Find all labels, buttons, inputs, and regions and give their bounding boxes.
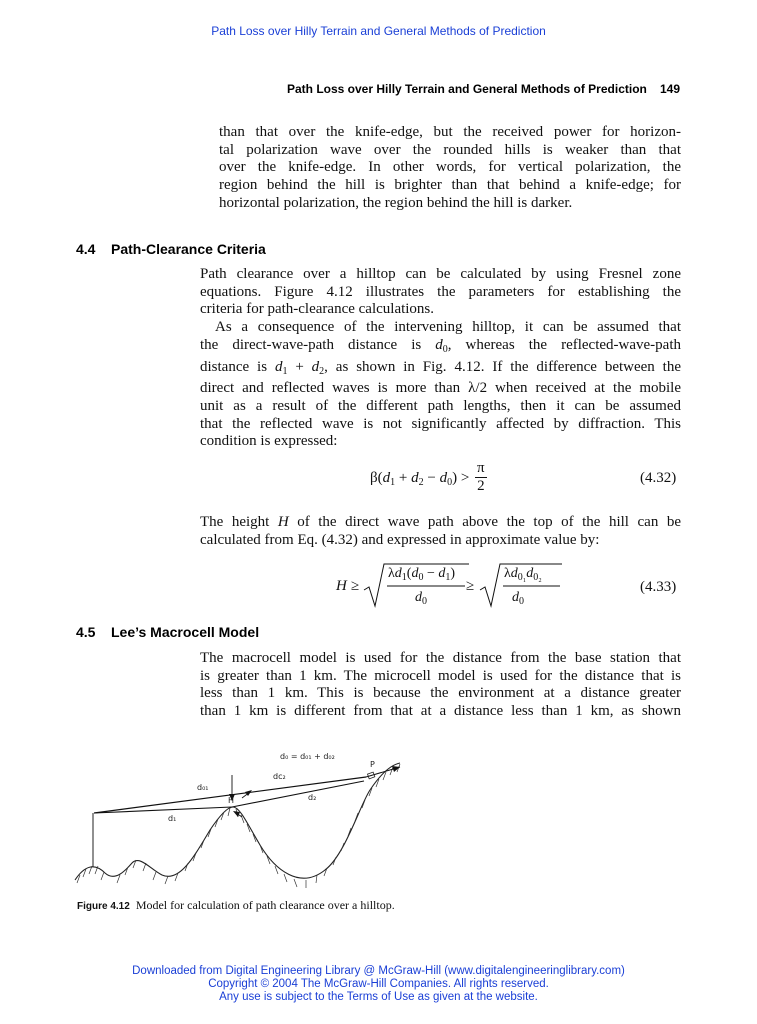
- text-run: of the direct wave path above the top of the hill can be: [288, 514, 681, 530]
- running-head-title: Path Loss over Hilly Terrain and General Methods of Prediction: [287, 82, 647, 96]
- figure-label: d₀ = d₀₁ + d₀₂: [280, 752, 335, 761]
- figure-label: d₁: [168, 814, 177, 823]
- equation-433: H ≥ $\lambda d_1(d_0 - d_1)$ $d_0$ ≥ $\lambda d_{0_1}d_{0_2}$ $d_0$: [336, 562, 566, 612]
- text-run: the direct-wave-path distance is: [200, 336, 436, 353]
- text-line: criteria for path-clearance calculations.: [200, 301, 435, 318]
- text-run: The height: [200, 514, 278, 530]
- section-title: Path-Clearance Criteria: [111, 241, 266, 257]
- footer-copyright: Copyright © 2004 The McGraw-Hill Companies. All rights reserved.: [208, 978, 549, 990]
- text-line: that the reflected wave is not significantly affected by diffraction. This: [200, 415, 681, 432]
- footer-link[interactable]: Downloaded from Digital Engineering Library @ McGraw-Hill (www.digitalengineeringlibrary.com): [132, 965, 625, 977]
- terrain-profile: [75, 763, 400, 880]
- figure-hilltop-diagram: [70, 745, 415, 890]
- footer: [0, 965, 757, 1004]
- text-line: distance is $d_1 + d_2$, as shown in Fig. 4.12. If the difference between the: [200, 358, 682, 377]
- text-run: , as shown in Fig. 4.12. If the difference between the: [324, 358, 682, 375]
- figure-label: dc₂: [273, 772, 286, 781]
- equation-432: $\beta(d_1 + d_2 - d_0)$ > $\frac{\pi}{2}$: [370, 460, 485, 494]
- section-number: 4.4: [76, 241, 96, 257]
- text-line: horizontal polarization, the region behind the hill is darker.: [219, 194, 573, 211]
- text-line: As a consequence of the intervening hilltop, it can be assumed that: [215, 319, 681, 336]
- text-line: less than 1 km. This is because the environment at a distance greater: [200, 685, 681, 702]
- text-line: Path clearance over a hilltop can be calculated by using Fresnel zone: [200, 266, 681, 282]
- text-line: region behind the hill is brighter than that behind a knife-edge; for: [219, 177, 681, 194]
- section-44-body: [200, 266, 681, 451]
- intro-paragraph: [219, 124, 681, 213]
- text-line: tal polarization wave over the rounded hills is weaker than that: [219, 141, 681, 158]
- text-line: the direct-wave-path distance is $d_0$, whereas the reflected-wave-path: [200, 336, 681, 355]
- section-title: Lee’s Macrocell Model: [111, 624, 260, 640]
- reflected-path-line: [232, 781, 364, 807]
- footer-terms-link[interactable]: Any use is subject to the Terms of Use as given at the website.: [219, 991, 538, 1003]
- text-line: over the knife-edge. In other words, for vertical polarization, the: [219, 159, 681, 176]
- text-line: than 1 km is different from that at a distance less than 1 km, as shown: [200, 703, 681, 720]
- text-line: direct and reflected waves is more than λ/2 when received at the mobile: [200, 380, 681, 397]
- equation-number: (4.32): [640, 470, 677, 486]
- figure-caption: [77, 898, 407, 914]
- section-number: 4.5: [76, 624, 96, 640]
- text-line: than that over the knife-edge, but the received power for horizon-: [219, 124, 681, 140]
- text-line: The macrocell model is used for the distance from the base station that: [200, 650, 681, 666]
- text-line: unit as a result of the different path lengths, then it can be assumed: [200, 397, 681, 414]
- figure-caption-label: Figure 4.12: [77, 901, 130, 912]
- section-44-para3: [200, 514, 681, 549]
- figure-label: d₂: [308, 793, 317, 802]
- text-line: condition is expressed:: [200, 433, 338, 450]
- figure-label: d₀₁: [197, 783, 209, 792]
- top-link[interactable]: Path Loss over Hilly Terrain and General Methods of Prediction: [211, 24, 546, 38]
- figure-label: H: [228, 796, 235, 805]
- text-line: equations. Figure 4.12 illustrates the parameters for establishing the: [200, 283, 681, 300]
- section-45-body: [200, 650, 681, 721]
- text-run: , whereas the reflected-wave-path: [447, 336, 681, 353]
- equation-number: (4.33): [640, 579, 677, 595]
- text-run: distance is: [200, 358, 275, 375]
- figure-label: P: [370, 760, 375, 769]
- text-line: calculated from Eq. (4.32) and expressed in approximate value by:: [200, 531, 600, 548]
- figure-caption-text: Model for calculation of path clearance over a hilltop.: [135, 898, 395, 912]
- text-line: The height H of the direct wave path above the top of the hill can be: [200, 514, 681, 530]
- page-number: 149: [660, 82, 681, 96]
- text-line: is greater than 1 km. The microcell model is used for the distance that is: [200, 667, 681, 684]
